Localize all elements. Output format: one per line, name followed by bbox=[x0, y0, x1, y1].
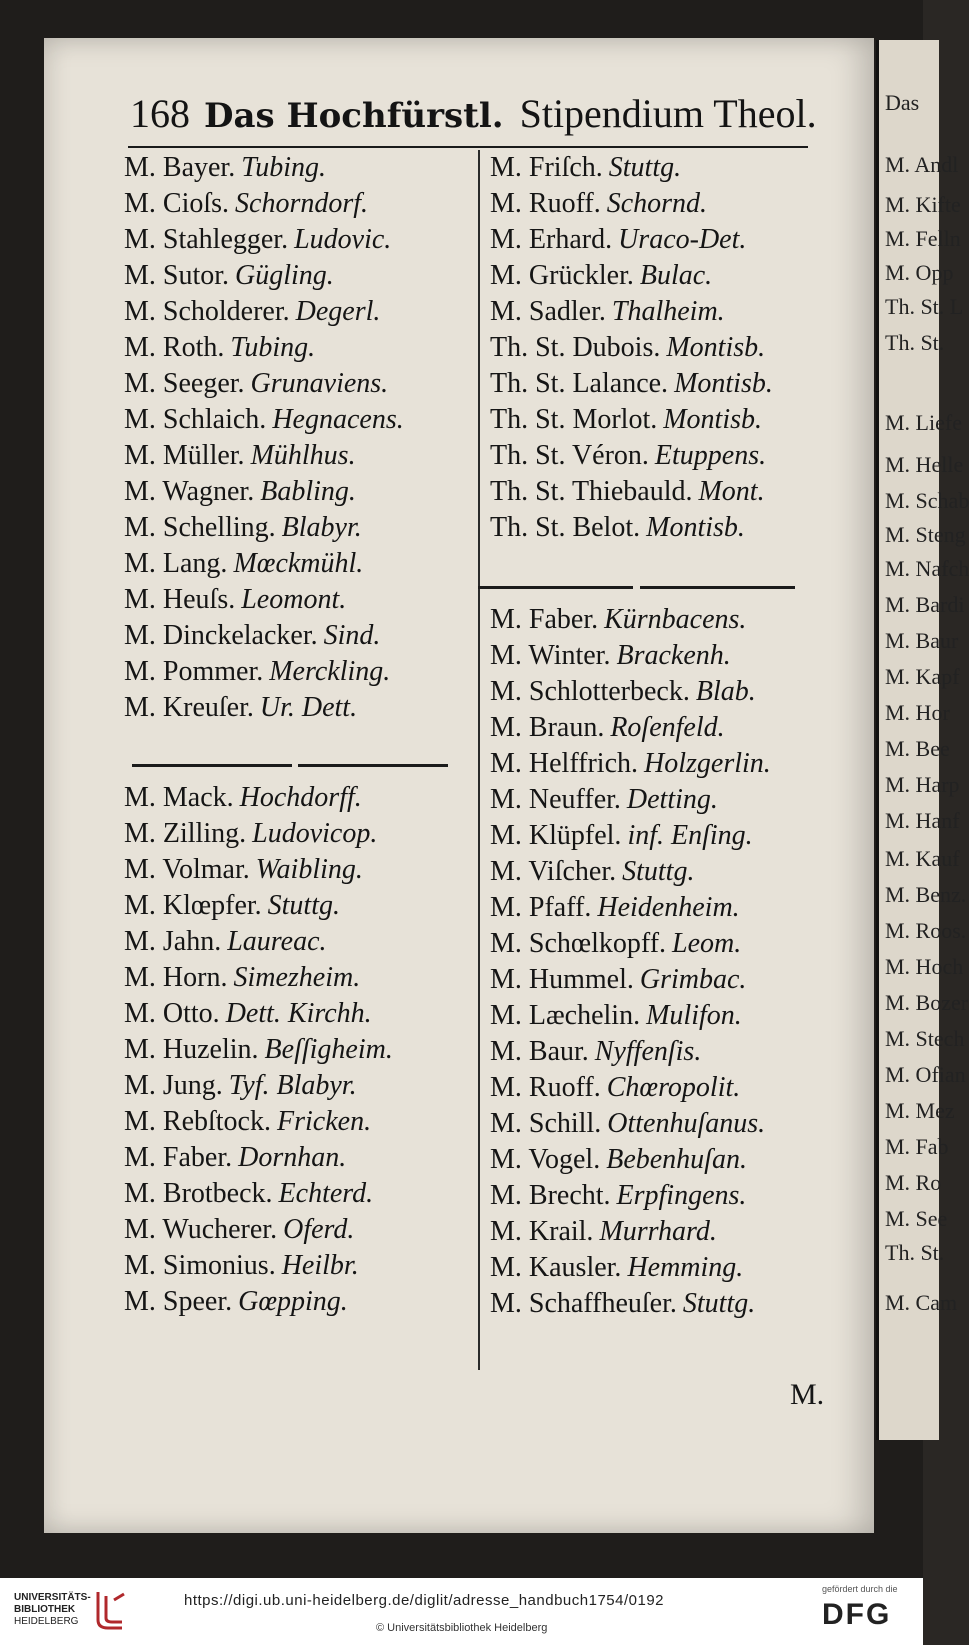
entry-place: Simezheim. bbox=[233, 962, 361, 993]
entry-name: Th. St. Morlot. bbox=[490, 404, 658, 435]
list-entry bbox=[490, 294, 840, 330]
list-entry bbox=[490, 150, 840, 186]
next-page-edge bbox=[876, 40, 969, 1440]
list-entry bbox=[490, 638, 840, 674]
list-entry bbox=[490, 854, 840, 890]
list-entry bbox=[490, 474, 840, 510]
list-entry bbox=[490, 710, 840, 746]
entry-name: M. Rebſtock. bbox=[124, 1106, 271, 1137]
list-entry bbox=[490, 1070, 840, 1106]
entry-place: Chœropolit. bbox=[606, 1072, 741, 1103]
list-entry bbox=[124, 402, 474, 438]
entry-name: M. Mack. bbox=[124, 782, 234, 813]
next-page-fragment: M. Liefe bbox=[885, 410, 962, 435]
entry-name: M. Klœpfer. bbox=[124, 890, 262, 921]
entry-place: Sind. bbox=[323, 620, 381, 651]
next-page-fragment: M. Ro bbox=[885, 1170, 942, 1195]
next-page-fragment: M. Cam bbox=[885, 1290, 958, 1315]
entry-name: M. Braun. bbox=[490, 712, 605, 743]
entry-name: M. Schlotterbeck. bbox=[490, 676, 690, 707]
list-entry bbox=[124, 1284, 474, 1320]
list-entry bbox=[490, 926, 840, 962]
entry-name: M. Wucherer. bbox=[124, 1214, 278, 1245]
entry-place: Montisb. bbox=[663, 404, 763, 435]
entry-place: Bebenhuſan. bbox=[606, 1144, 747, 1175]
list-entry bbox=[124, 780, 474, 816]
entry-place: Grunaviens. bbox=[250, 368, 389, 399]
entry-name: Th. St. Dubois. bbox=[490, 332, 661, 363]
list-entry bbox=[124, 1032, 474, 1068]
library-line2: BIBLIOTHEK bbox=[14, 1604, 76, 1615]
entry-place: Murrhard. bbox=[599, 1216, 717, 1247]
entry-place: Babling. bbox=[260, 476, 356, 507]
entry-name: M. Krail. bbox=[490, 1216, 594, 1247]
list-entry bbox=[124, 330, 474, 366]
next-page-fragment: Th. St. bbox=[885, 330, 945, 355]
next-page-fragment: Th. St. bbox=[885, 1240, 945, 1265]
entry-place: Montisb. bbox=[666, 332, 766, 363]
header-title: Stipendium Theol. bbox=[519, 91, 817, 136]
entry-place: Mühlhus. bbox=[250, 440, 356, 471]
list-entry bbox=[490, 746, 840, 782]
library-logo-icon[interactable] bbox=[94, 1588, 128, 1632]
left-column bbox=[124, 150, 474, 1320]
list-entry bbox=[124, 438, 474, 474]
entry-place: Blabyr. bbox=[281, 512, 362, 543]
list-entry bbox=[124, 852, 474, 888]
page-header bbox=[130, 90, 817, 140]
entry-place: Montisb. bbox=[646, 512, 745, 543]
entry-place: Gügling. bbox=[235, 260, 334, 291]
list-entry bbox=[124, 186, 474, 222]
list-entry bbox=[124, 1248, 474, 1284]
list-entry bbox=[124, 510, 474, 546]
entry-place: Schornd. bbox=[606, 188, 708, 219]
next-page-fragment: M. Bee bbox=[885, 736, 950, 761]
entry-place: Oferd. bbox=[283, 1214, 355, 1245]
entry-name: M. Volmar. bbox=[124, 854, 250, 885]
entry-name: M. Sadler. bbox=[490, 296, 606, 327]
entry-name: M. Ruoff. bbox=[490, 188, 601, 219]
next-page-fragment: M. Baur bbox=[885, 628, 959, 653]
entry-name: M. Otto. bbox=[124, 998, 220, 1029]
next-page-fragment: M. Benz. bbox=[885, 882, 967, 907]
entry-place: Fricken. bbox=[277, 1106, 372, 1137]
list-entry bbox=[490, 330, 840, 366]
entry-place: Stuttg. bbox=[267, 890, 340, 921]
next-page-fragment: M. Helle bbox=[885, 452, 964, 477]
entry-place: Gœpping. bbox=[238, 1286, 348, 1317]
entry-name: M. Cioſs. bbox=[124, 188, 230, 219]
entry-place: Heilbr. bbox=[281, 1250, 359, 1281]
entry-name: M. Helffrich. bbox=[490, 748, 638, 779]
page-url[interactable]: https://digi.ub.uni-heidelberg.de/diglit/adresse_handbuch1754/0192 bbox=[184, 1592, 665, 1609]
entry-name: M. Roth. bbox=[124, 332, 225, 363]
list-entry bbox=[490, 674, 840, 710]
next-page-fragment: M. Bardi bbox=[885, 592, 965, 617]
entry-place: Roſenfeld. bbox=[610, 712, 725, 743]
list-entry bbox=[490, 818, 840, 854]
list-entry bbox=[124, 366, 474, 402]
entry-name: M. Pommer. bbox=[124, 656, 264, 687]
entry-place: Erpfingens. bbox=[616, 1180, 747, 1211]
entry-place: Uraco-Det. bbox=[618, 224, 747, 255]
entry-place: Leomont. bbox=[241, 584, 347, 615]
list-entry bbox=[490, 1034, 840, 1070]
next-page-fragment: M. Felln bbox=[885, 226, 961, 251]
list-entry bbox=[124, 294, 474, 330]
entry-place: Merckling. bbox=[269, 656, 391, 687]
entry-name: M. Winter. bbox=[490, 640, 611, 671]
entry-name: M. Viſcher. bbox=[490, 856, 617, 887]
next-page-fragment: M. Stech bbox=[885, 1026, 965, 1051]
entry-name: Th. St. Thiebauld. bbox=[490, 476, 693, 507]
entry-place: Mont. bbox=[698, 476, 765, 507]
entry-name: M. Zilling. bbox=[124, 818, 247, 849]
entry-place: Thalheim. bbox=[611, 296, 725, 327]
list-entry bbox=[124, 222, 474, 258]
entry-place: Detting. bbox=[626, 784, 718, 815]
entry-name: M. Bayer. bbox=[124, 152, 236, 183]
entry-place: Nyffenſis. bbox=[594, 1036, 702, 1067]
list-entry bbox=[124, 654, 474, 690]
entry-name: Th. St. Lalance. bbox=[490, 368, 669, 399]
entry-place: Stuttg. bbox=[608, 152, 682, 183]
entry-name: M. Jahn. bbox=[124, 926, 222, 957]
list-entry bbox=[490, 1178, 840, 1214]
viewer-footer bbox=[0, 1578, 923, 1645]
entry-place: Heidenheim. bbox=[597, 892, 740, 923]
entry-place: inf. Enſing. bbox=[627, 820, 753, 851]
entry-name: M. Scholderer. bbox=[124, 296, 290, 327]
list-entry bbox=[124, 1104, 474, 1140]
next-page-fragment: M. Hoch bbox=[885, 954, 964, 979]
entry-name: M. Grückler. bbox=[490, 260, 634, 291]
separator-rule bbox=[298, 764, 448, 767]
list-entry bbox=[490, 602, 840, 638]
fraktur-title: Das Hochfürstl. bbox=[204, 96, 504, 136]
list-entry bbox=[490, 510, 840, 546]
dfg-logo[interactable]: DFG bbox=[822, 1598, 892, 1631]
next-page-fragment: M. Hor bbox=[885, 700, 950, 725]
entry-place: Hegnacens. bbox=[272, 404, 404, 435]
list-entry bbox=[490, 1214, 840, 1250]
separator-rule bbox=[132, 764, 292, 767]
spacer bbox=[490, 546, 840, 572]
entry-name: M. Horn. bbox=[124, 962, 228, 993]
entry-place: Bulac. bbox=[639, 260, 713, 291]
next-page-fragment: M. Ofian bbox=[885, 1062, 966, 1087]
entry-place: Schorndorf. bbox=[235, 188, 369, 219]
entry-name: M. Stahlegger. bbox=[124, 224, 289, 255]
library-logo-text[interactable] bbox=[14, 1592, 91, 1628]
page-number: 168 bbox=[130, 91, 190, 136]
next-page-fragment: Th. St. L bbox=[885, 294, 964, 319]
entry-name: M. Pfaff. bbox=[490, 892, 592, 923]
entry-place: Hochdorff. bbox=[239, 782, 362, 813]
entry-name: M. Kreuſer. bbox=[124, 692, 254, 723]
entry-place: Dett. Kirchh. bbox=[225, 998, 372, 1029]
entry-place: Beſſigheim. bbox=[264, 1034, 393, 1065]
list-entry bbox=[124, 150, 474, 186]
list-entry bbox=[124, 474, 474, 510]
entry-place: Tubing. bbox=[241, 152, 327, 183]
entry-name: M. Dinckelacker. bbox=[124, 620, 318, 651]
entry-name: Th. St. Véron. bbox=[490, 440, 649, 471]
entry-name: M. Seeger. bbox=[124, 368, 245, 399]
list-entry bbox=[124, 582, 474, 618]
list-entry bbox=[124, 924, 474, 960]
list-entry bbox=[490, 1250, 840, 1286]
list-entry bbox=[490, 258, 840, 294]
list-entry bbox=[490, 402, 840, 438]
next-page-fragment: M. Andl bbox=[885, 152, 959, 177]
entry-place: Blab. bbox=[695, 676, 756, 707]
entry-name: M. Vogel. bbox=[490, 1144, 601, 1175]
entry-name: M. Schelling. bbox=[124, 512, 276, 543]
entry-name: M. Sutor. bbox=[124, 260, 230, 291]
list-entry bbox=[124, 888, 474, 924]
library-line3: HEIDELBERG bbox=[14, 1616, 79, 1627]
entry-name: M. Faber. bbox=[124, 1142, 233, 1173]
entry-name: M. Baur. bbox=[490, 1036, 589, 1067]
entry-name: M. Schlaich. bbox=[124, 404, 267, 435]
entry-place: Mœckmühl. bbox=[233, 548, 364, 579]
library-line1: UNIVERSITÄTS- bbox=[14, 1592, 91, 1603]
entry-place: Holzgerlin. bbox=[644, 748, 771, 779]
list-entry bbox=[124, 1176, 474, 1212]
entry-place: Montisb. bbox=[674, 368, 773, 399]
next-page-fragment: M. Fab bbox=[885, 1134, 949, 1159]
next-page-fragment: M. Mez bbox=[885, 1098, 955, 1123]
entry-place: Hemming. bbox=[627, 1252, 744, 1283]
entry-name: M. Simonius. bbox=[124, 1250, 276, 1281]
entry-name: M. Hummel. bbox=[490, 964, 634, 995]
list-entry bbox=[124, 618, 474, 654]
list-entry bbox=[490, 366, 840, 402]
entry-name: M. Müller. bbox=[124, 440, 245, 471]
list-entry bbox=[124, 258, 474, 294]
catchword: M. bbox=[790, 1378, 825, 1411]
next-page-fragment: M. Schab bbox=[885, 488, 969, 513]
next-page-fragment: Das bbox=[885, 90, 920, 115]
entry-place: Tyf. Blabyr. bbox=[228, 1070, 357, 1101]
entry-name: M. Læchelin. bbox=[490, 1000, 641, 1031]
entry-name: M. Klüpfel. bbox=[490, 820, 622, 851]
entry-name: M. Heuſs. bbox=[124, 584, 236, 615]
entry-place: Ur. Dett. bbox=[259, 692, 358, 723]
list-entry bbox=[490, 1286, 840, 1322]
entry-place: Laureac. bbox=[227, 926, 327, 957]
list-entry bbox=[490, 222, 840, 258]
entry-place: Kürnbacens. bbox=[604, 604, 747, 635]
funded-by-label: gefördert durch die bbox=[822, 1584, 898, 1594]
list-entry bbox=[490, 890, 840, 926]
list-entry bbox=[490, 782, 840, 818]
entry-name: M. Neuffer. bbox=[490, 784, 621, 815]
separator-rule bbox=[640, 586, 795, 589]
entry-place: Mulifon. bbox=[646, 1000, 742, 1031]
entry-place: Ludovic. bbox=[294, 224, 392, 255]
list-entry bbox=[124, 1068, 474, 1104]
next-page-fragment: M. Bozer bbox=[885, 990, 969, 1015]
entry-name: M. Erhard. bbox=[490, 224, 613, 255]
entry-name: M. Friſch. bbox=[490, 152, 603, 183]
entry-place: Degerl. bbox=[295, 296, 381, 327]
entry-name: M. Lang. bbox=[124, 548, 228, 579]
entry-name: M. Schaffheuſer. bbox=[490, 1288, 677, 1319]
next-page-fragment: M. Kapf bbox=[885, 664, 960, 689]
next-page-fragment: M. Steng bbox=[885, 522, 966, 547]
list-entry bbox=[124, 816, 474, 852]
entry-place: Brackenh. bbox=[616, 640, 731, 671]
column-divider bbox=[478, 150, 480, 1370]
entry-name: M. Wagner. bbox=[124, 476, 255, 507]
list-entry bbox=[490, 998, 840, 1034]
entry-place: Leom. bbox=[672, 928, 742, 959]
section-separator bbox=[124, 750, 474, 780]
separator-rule bbox=[478, 586, 633, 589]
entry-place: Echterd. bbox=[278, 1178, 374, 1209]
entry-place: Stuttg. bbox=[622, 856, 695, 887]
next-page-fragment: M. Roos. bbox=[885, 918, 967, 943]
section-separator bbox=[490, 572, 840, 602]
entry-place: Waibling. bbox=[255, 854, 363, 885]
list-entry bbox=[490, 438, 840, 474]
list-entry bbox=[490, 962, 840, 998]
entry-place: Tubing. bbox=[230, 332, 316, 363]
list-entry bbox=[124, 690, 474, 726]
list-entry bbox=[490, 186, 840, 222]
entry-name: M. Brotbeck. bbox=[124, 1178, 273, 1209]
next-page-fragment: M. See bbox=[885, 1206, 948, 1231]
copyright-notice: © Universitätsbibliothek Heidelberg bbox=[376, 1622, 548, 1634]
next-page-fragment: M. Kifte bbox=[885, 192, 961, 217]
entry-place: Dornhan. bbox=[238, 1142, 347, 1173]
entry-name: M. Speer. bbox=[124, 1286, 233, 1317]
entry-place: Stuttg. bbox=[682, 1288, 756, 1319]
next-page-fragment: M. Hanf bbox=[885, 808, 960, 833]
entry-place: Ludovicop. bbox=[252, 818, 378, 849]
list-entry bbox=[124, 1212, 474, 1248]
list-entry bbox=[124, 960, 474, 996]
next-page-fragment: M. Harp bbox=[885, 772, 960, 797]
entry-place: Ottenhuſanus. bbox=[607, 1108, 766, 1139]
entry-name: M. Brecht. bbox=[490, 1180, 611, 1211]
list-entry bbox=[490, 1106, 840, 1142]
entry-place: Etuppens. bbox=[654, 440, 767, 471]
entry-name: M. Kausler. bbox=[490, 1252, 622, 1283]
list-entry bbox=[124, 1140, 474, 1176]
list-entry bbox=[124, 546, 474, 582]
entry-place: Grimbac. bbox=[639, 964, 747, 995]
right-column bbox=[490, 150, 840, 1322]
next-page-fragment: M. Nafch bbox=[885, 556, 969, 581]
entry-name: Th. St. Belot. bbox=[490, 512, 641, 543]
entry-name: M. Ruoff. bbox=[490, 1072, 601, 1103]
header-rule bbox=[128, 146, 808, 148]
list-entry bbox=[490, 1142, 840, 1178]
entry-name: M. Faber. bbox=[490, 604, 599, 635]
next-page-fragment: M. Kauf bbox=[885, 846, 960, 871]
entry-name: M. Schœlkopff. bbox=[490, 928, 667, 959]
list-entry bbox=[124, 996, 474, 1032]
entry-name: M. Jung. bbox=[124, 1070, 223, 1101]
entry-name: M. Huzelin. bbox=[124, 1034, 259, 1065]
entry-name: M. Schill. bbox=[490, 1108, 602, 1139]
next-page-fragment: M. Opp bbox=[885, 260, 954, 285]
spacer bbox=[124, 726, 474, 750]
